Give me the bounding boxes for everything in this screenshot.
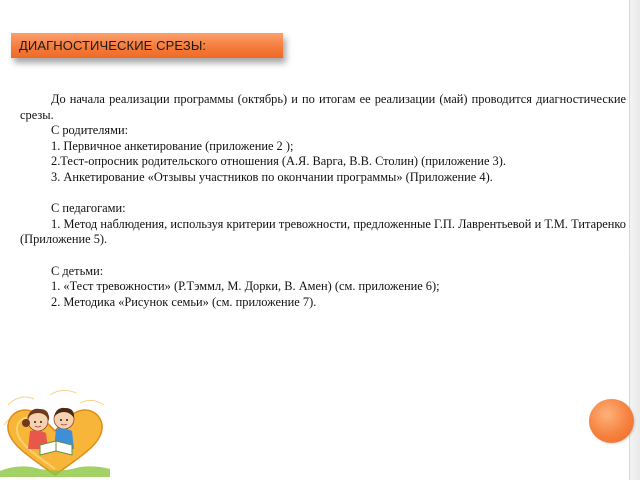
children-item-1: 1. «Тест тревожности» (Р.Тэммл, М. Дорки, В. Амен) (см. приложение 6);: [51, 279, 440, 294]
orange-circle-icon: [589, 399, 634, 443]
parents-item-2: 2.Тест-опросник родительского отношения (А.Я. Варга, В.В. Столин) (приложение 3).: [51, 154, 506, 169]
title-banner: [11, 33, 283, 58]
parents-item-1: 1. Первичное анкетирование (приложение 2 );: [51, 138, 294, 153]
spacer: [20, 186, 626, 202]
spacer: [20, 248, 626, 264]
parents-heading: С родителями:: [51, 123, 129, 138]
children-on-heart-illustration: [0, 385, 110, 477]
right-border-decoration: [629, 0, 640, 480]
teachers-item-1: 1. Метод наблюдения, используя критерии тревожности, предложенные Г.П. Лаврентьевой и Т.М. Титаренко (Приложение 5).: [20, 216, 626, 247]
teachers-heading: С педагогами:: [51, 201, 126, 216]
slide-body: [20, 92, 626, 310]
children-item-2: 2. Методика «Рисунок семьи» (см. приложение 7).: [51, 294, 317, 309]
children-heading: С детьми:: [51, 263, 104, 278]
intro-paragraph: До начала реализации программы (октябрь) и по итогам ее реализации (май) проводится диагностические срезы.: [20, 92, 626, 122]
parents-item-3: 3. Анкетирование «Отзывы участников по окончании программы» (Приложение 4).: [51, 169, 493, 184]
slide-title: ДИАГНОСТИЧЕСКИЕ СРЕЗЫ:: [19, 38, 207, 53]
